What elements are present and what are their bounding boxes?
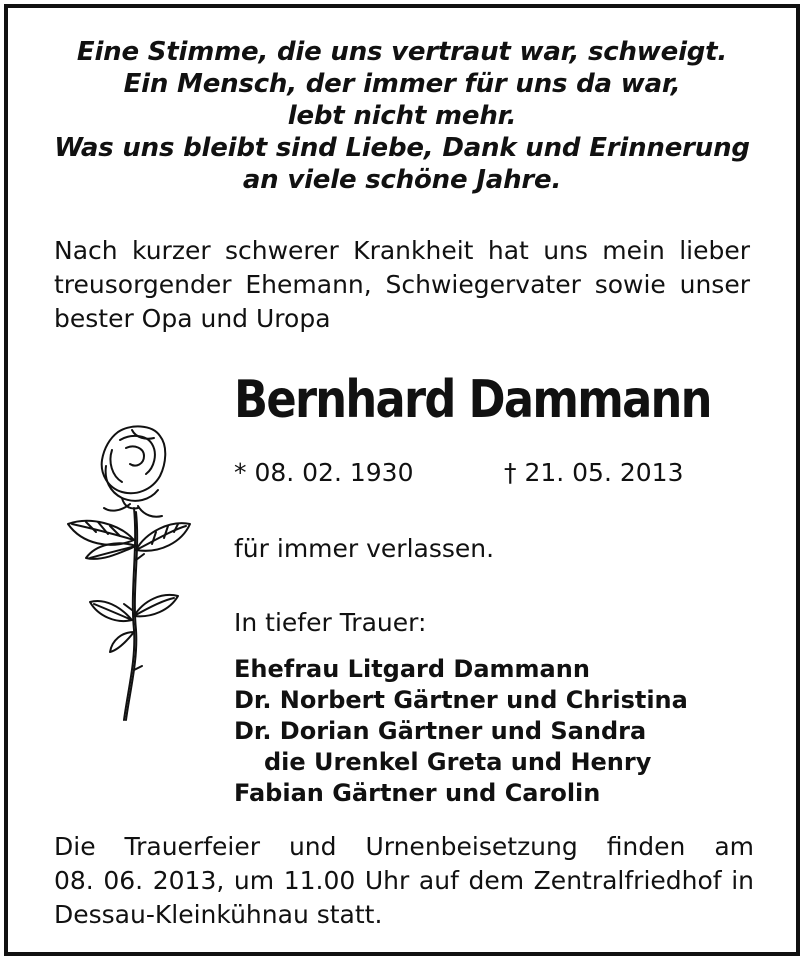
mourner-entry: Dr. Norbert Gärtner und Christina — [234, 686, 688, 714]
farewell-text: für immer verlassen. — [234, 534, 495, 563]
obituary-frame — [4, 4, 800, 956]
mourning-header: In tiefer Trauer: — [234, 608, 427, 637]
deceased-name: Bernhard Dammann — [234, 370, 711, 430]
funeral-line: 08. 06. 2013, um 11.00 Uhr auf dem Zentralfriedhof in — [54, 866, 754, 895]
rose-icon — [60, 420, 200, 730]
funeral-line: Die Trauerfeier und Urnenbeisetzung finden am — [54, 832, 754, 861]
mourner-entry: Fabian Gärtner und Carolin — [234, 779, 601, 807]
intro-line: bester Opa und Uropa — [54, 304, 331, 333]
poem-line: Ein Mensch, der immer für uns da war, — [123, 69, 681, 99]
poem-verse — [8, 36, 796, 196]
death-date: † 21. 05. 2013 — [504, 458, 684, 487]
intro-paragraph — [54, 234, 750, 336]
mourners-list — [234, 654, 688, 809]
funeral-line: Dessau-Kleinkühnau statt. — [54, 900, 383, 929]
intro-line: treusorgender Ehemann, Schwiegervater sowie unser — [54, 270, 750, 299]
intro-line: Nach kurzer schwerer Krankheit hat uns mein lieber — [54, 236, 750, 265]
mourner-entry: Dr. Dorian Gärtner und Sandra — [234, 717, 647, 745]
poem-line: Eine Stimme, die uns vertraut war, schweigt. — [76, 37, 728, 67]
funeral-notice — [54, 830, 754, 932]
mourner-entry: Ehefrau Litgard Dammann — [234, 655, 590, 683]
poem-line: Was uns bleibt sind Liebe, Dank und Erinnerung — [54, 133, 750, 163]
birth-date: * 08. 02. 1930 — [234, 458, 414, 487]
poem-line: an viele schöne Jahre. — [242, 165, 562, 195]
poem-line: lebt nicht mehr. — [287, 101, 517, 131]
mourner-entry: die Urenkel Greta und Henry — [264, 748, 652, 776]
